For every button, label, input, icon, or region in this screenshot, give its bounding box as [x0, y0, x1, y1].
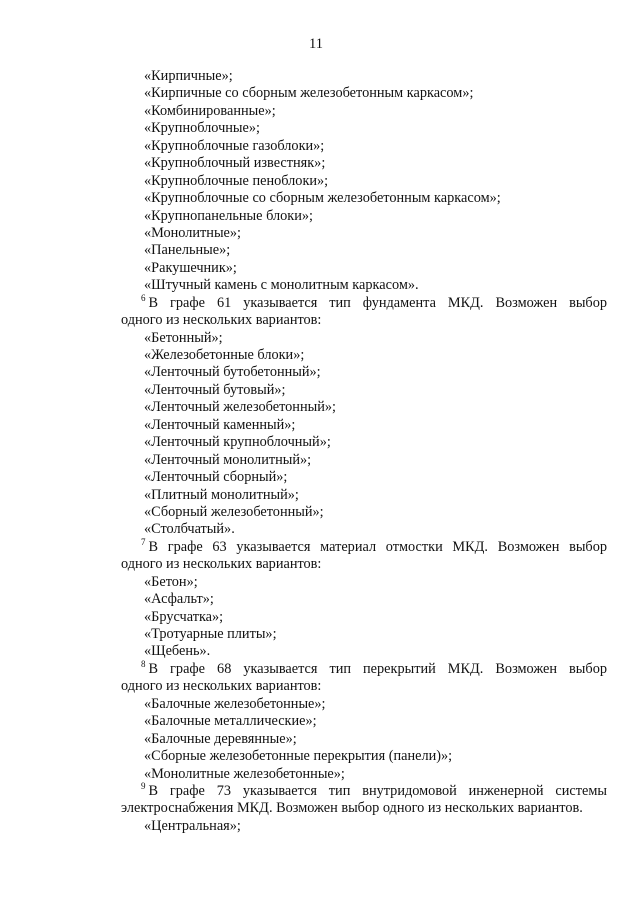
list-item: «Сборный железобетонный»; [144, 503, 324, 520]
footnote-continuation: одного из нескольких вариантов: [121, 678, 322, 695]
list-floor-types [121, 696, 607, 783]
list-item: «Сборные железобетонные перекрытия (панели)»; [144, 748, 453, 765]
list-item: «Балочные металлические»; [144, 713, 317, 730]
list-item: «Ленточный каменный»; [144, 416, 296, 433]
list-item: «Ленточный железобетонный»; [144, 399, 336, 416]
list-power-supply-types [121, 818, 607, 835]
footnote-continuation: одного из нескольких вариантов: [121, 556, 322, 573]
list-item: «Бетон»; [144, 573, 198, 590]
footnote-text: В графе 68 указывается тип перекрытий МКД. Возможен выбор [148, 660, 607, 677]
list-item: «Плитный монолитный»; [144, 486, 299, 503]
list-item: «Ленточный бутовый»; [144, 381, 286, 398]
list-item: «Балочные деревянные»; [144, 730, 297, 747]
footnote-8 [121, 658, 607, 696]
footnote-continuation: электроснабжения МКД. Возможен выбор одного из нескольких вариантов. [121, 800, 583, 817]
footnote-marker: 8 [141, 658, 146, 669]
list-item: «Кирпичные со сборным железобетонным каркасом»; [144, 85, 474, 102]
list-foundation-types [121, 330, 607, 539]
list-item: «Асфальт»; [144, 591, 214, 608]
list-item: «Бетонный»; [144, 329, 223, 346]
footnote-text: В графе 63 указывается материал отмостки МКД. Возможен выбор [148, 538, 607, 555]
list-item: «Столбчатый». [144, 521, 235, 538]
list-item: «Центральная»; [144, 817, 241, 834]
list-item: «Монолитные железобетонные»; [144, 765, 345, 782]
footnote-7 [121, 536, 607, 574]
footnote-text: В графе 61 указывается тип фундамента МКД. Возможен выбор [148, 294, 607, 311]
list-wall-materials [121, 68, 607, 295]
footnote-first-line [121, 536, 607, 556]
footnote-marker: 6 [141, 292, 146, 303]
list-item: «Штучный камень с монолитным каркасом». [144, 277, 419, 294]
footnote-first-line [121, 780, 607, 800]
list-item: «Комбинированные»; [144, 102, 276, 119]
list-item: «Брусчатка»; [144, 608, 224, 625]
footnote-6 [121, 292, 607, 330]
page-content [121, 68, 607, 835]
list-item: «Ленточный сборный»; [144, 469, 288, 486]
list-item: «Крупноблочные пеноблоки»; [144, 172, 329, 189]
list-item: «Крупноблочный известняк»; [144, 155, 326, 172]
footnote-text: В графе 73 указывается тип внутридомовой инженерной системы [148, 782, 607, 799]
footnote-first-line [121, 292, 607, 312]
footnote-first-line [121, 658, 607, 678]
list-item: «Крупноблочные со сборным железобетонным каркасом»; [144, 190, 501, 207]
list-item: «Крупноблочные»; [144, 120, 260, 137]
list-item: «Ленточный бутобетонный»; [144, 364, 321, 381]
footnote-marker: 9 [141, 780, 146, 791]
footnote-marker: 7 [141, 536, 146, 547]
list-item: «Щебень». [144, 643, 211, 660]
list-item: «Крупнопанельные блоки»; [144, 207, 313, 224]
list-blind-area-materials [121, 574, 607, 661]
list-item: «Тротуарные плиты»; [144, 626, 277, 642]
list-item: «Монолитные»; [144, 224, 242, 241]
footnote-continuation: одного из нескольких вариантов: [121, 312, 322, 329]
footnote-9 [121, 780, 607, 818]
list-item: «Ракушечник»; [144, 259, 237, 276]
page-number: 11 [309, 36, 323, 52]
list-item: «Крупноблочные газоблоки»; [144, 137, 325, 154]
list-item: «Железобетонные блоки»; [144, 347, 305, 363]
list-item: «Ленточный крупноблочный»; [144, 434, 331, 451]
list-item: «Кирпичные»; [144, 68, 233, 84]
list-item: «Ленточный монолитный»; [144, 451, 312, 468]
list-item: «Панельные»; [144, 242, 231, 259]
list-item: «Балочные железобетонные»; [144, 695, 326, 712]
